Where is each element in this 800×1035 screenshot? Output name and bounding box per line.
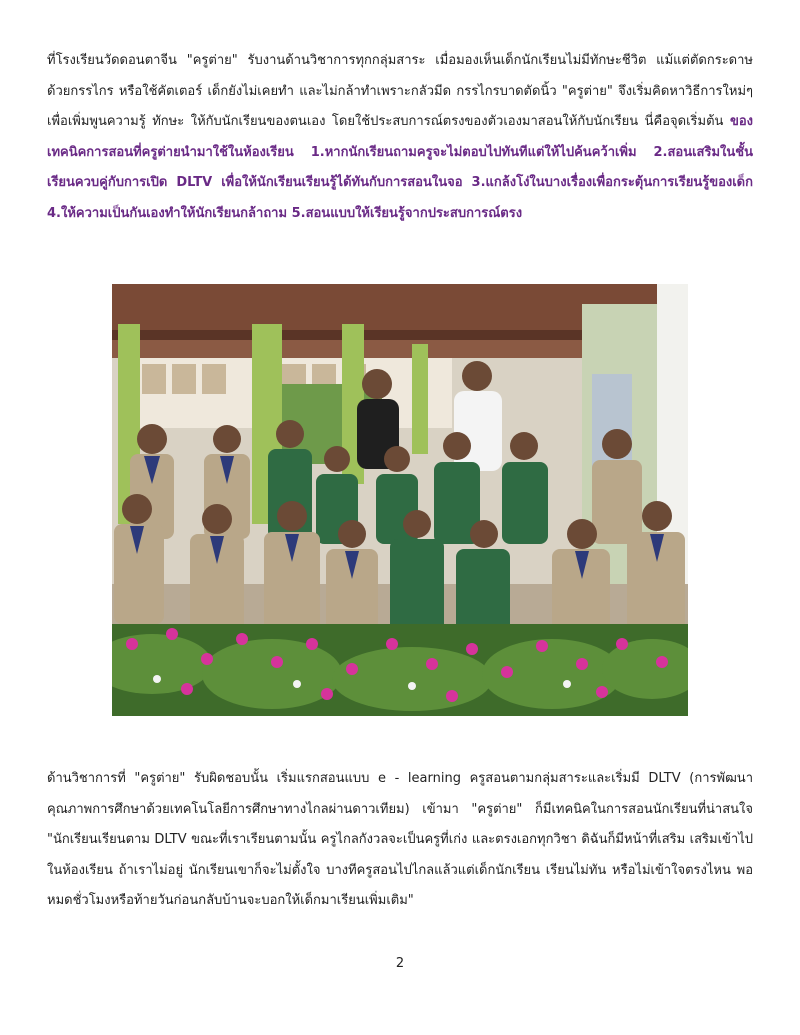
class-group-photo [112, 284, 688, 716]
page-number: 2 [395, 956, 405, 971]
intro-text: ที่โรงเรียนวัดดอนตาจีน "ครูต่าย" รับงานด้านวิชาการทุกกลุ่มสาระ เมื่อมองเห็นเด็กนักเรียนไม่มีทักษะชีวิต แม้แต่ตัดกระดาษด้วยกรรไกร หรือใช้คัตเตอร์ เด็กยังไม่เคยทำ และไม่กล้าทำเพราะกลัวมีด กรรไกรบาดตัดนิ้ว "ครูต่าย" จึงเริ่มคิดหาวิธีการใหม่ๆ เพื่อเพิ่มพูนความรู้ ทักษะ ให้กับนักเรียนของตนเอง โดยใช้ประสบการณ์ตรงของตัวเองมาสอนให้กับนักเรียน นี่คือจุดเริ่มต้น [47, 53, 753, 129]
intro-paragraph [47, 46, 753, 229]
teaching-techniques-highlight: ของเทคนิคการสอนที่ครูต่ายนำมาใช้ในห้องเรียน 1.หากนักเรียนถามครูจะไม่ตอบไปทันทีแต่ให้ไปค้นคว้าเพิ่ม 2.สอนเสริมในชั้นเรียนควบคู่กับการเปิด DLTV เพื่อให้นักเรียนเรียนรู้ได้ทันกับการสอนในจอ 3.แกล้งโง่ในบางเรื่องเพื่อกระตุ้นการเรียนรู้ของเด็ก 4.ให้ความเป็นกันเองทำให้นักเรียนกล้าถาม 5.สอนแบบให้เรียนรู้จากประสบการณ์ตรง [47, 114, 753, 221]
closing-paragraph: ด้านวิชาการที่ "ครูต่าย" รับผิดชอบนั้น เริ่มแรกสอนแบบ e - learning ครูสอนตามกลุ่มสาระและเริ่มมี DLTV (การพัฒนาคุณภาพการศึกษาด้วยเทคโนโลยีการศึกษาทางไกลผ่านดาวเทียม) เข้ามา "ครูต่าย" ก็มีเทคนิคในการสอนนักเรียนที่น่าสนใจ "นักเรียนเรียนตาม DLTV ขณะที่เราเรียนตามนั้น ครูไกลกังวลจะเป็นครูที่เก่ง และตรงเอกทุกวิชา ดิฉันก็มีหน้าที่เสริม เสริมเข้าไปในห้องเรียน ถ้าเราไม่อยู่ นักเรียนเขาก็จะไม่ตั้งใจ บางทีครูสอนไปไกลแล้วแต่เด็กนักเรียน เรียนไม่ทัน หรือไม่เข้าใจตรงไหน พอหมดชั่วโมงหรือท้ายวันก่อนกลับบ้านจะบอกให้เด็กมาเรียนเพิ่มเติม" [47, 771, 753, 908]
